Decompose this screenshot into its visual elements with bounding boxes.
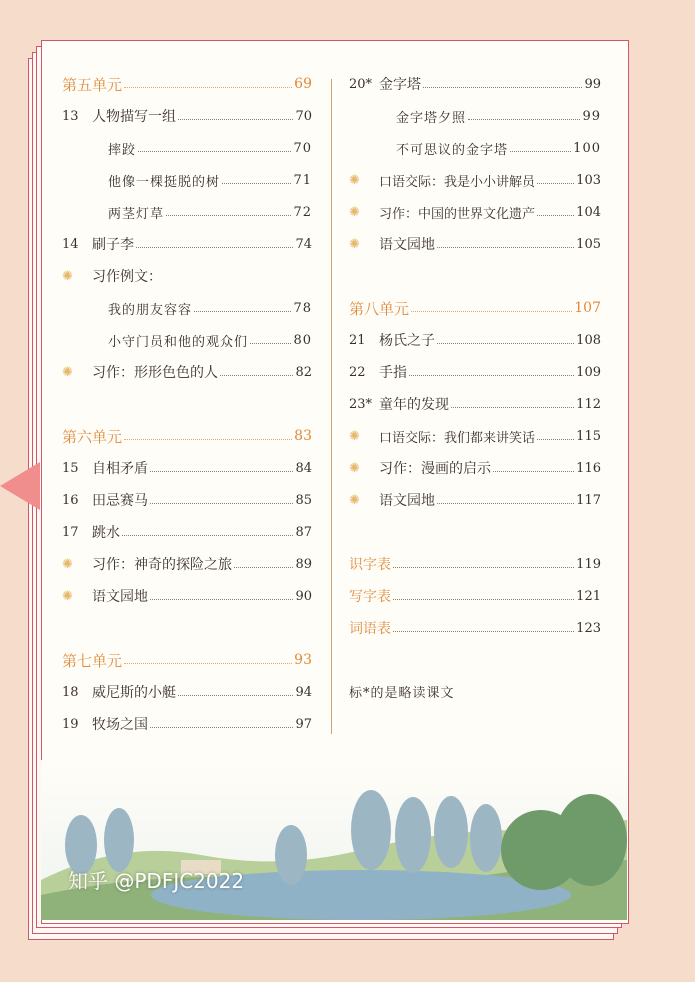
entry-title: 口语交际：我们都来讲笑话 <box>379 430 536 446</box>
leader-dots <box>437 247 574 248</box>
toc-entry[interactable] <box>62 584 312 608</box>
lesson-number: 20* <box>349 76 373 92</box>
toc-entry[interactable] <box>349 328 601 352</box>
leader-dots <box>166 215 291 216</box>
page-number: 74 <box>295 236 312 252</box>
leader-dots <box>124 87 292 88</box>
leader-dots <box>150 599 293 600</box>
toc-subentry[interactable] <box>108 328 312 352</box>
leader-dots <box>220 375 293 376</box>
toc-subentry[interactable] <box>108 136 312 160</box>
page-number: 94 <box>295 684 312 700</box>
page-number: 82 <box>295 364 312 380</box>
toc-entry[interactable] <box>62 488 312 512</box>
entry-title: 跳水 <box>92 525 120 541</box>
page-number: 107 <box>574 300 601 316</box>
entry-title: 手指 <box>379 365 407 381</box>
flower-icon: ✺ <box>349 172 360 188</box>
page-number: 70 <box>293 140 312 156</box>
unit-title: 第六单元 <box>62 427 123 446</box>
watermark: 知乎 @PDFJC2022 <box>68 869 245 893</box>
leader-dots <box>393 567 574 568</box>
page-number: 104 <box>576 204 601 220</box>
toc-subentry[interactable] <box>108 296 312 320</box>
leader-dots <box>393 599 574 600</box>
lesson-number: 18 <box>62 684 79 700</box>
leader-dots <box>437 343 574 344</box>
lesson-number: 15 <box>62 460 79 476</box>
lesson-number: 19 <box>62 716 79 732</box>
page-number: 70 <box>295 108 312 124</box>
entry-title: 金字塔 <box>379 77 421 93</box>
flower-icon: ✺ <box>62 588 73 604</box>
lesson-number: 21 <box>349 332 366 348</box>
ref-entry-xiezi[interactable] <box>349 584 601 608</box>
leader-dots <box>468 119 580 120</box>
flower-icon: ✺ <box>62 268 73 284</box>
page-number: 99 <box>584 76 601 92</box>
entry-title: 语文园地 <box>379 237 435 253</box>
entry-title: 不可思议的金字塔 <box>396 142 509 158</box>
lesson-number: 16 <box>62 492 79 508</box>
leader-dots <box>124 663 292 664</box>
entry-title: 语文园地 <box>92 589 148 605</box>
toc-entry[interactable] <box>62 456 312 480</box>
leader-dots <box>124 439 292 440</box>
entry-title: 金字塔夕照 <box>396 110 467 126</box>
footnote: 标*的是略读课文 <box>349 686 455 701</box>
page-number: 108 <box>576 332 601 348</box>
leader-dots <box>393 631 574 632</box>
ref-entry-ciyu[interactable] <box>349 616 601 640</box>
leader-dots <box>537 439 574 440</box>
leader-dots <box>537 215 574 216</box>
entry-title: 习作：中国的世界文化遗产 <box>379 206 536 222</box>
flower-icon: ✺ <box>349 204 360 220</box>
leader-dots <box>150 471 293 472</box>
page-number: 119 <box>576 556 601 572</box>
entry-title: 词语表 <box>349 621 391 637</box>
page-number: 90 <box>295 588 312 604</box>
page-number: 72 <box>293 204 312 220</box>
toc-entry[interactable] <box>62 264 312 288</box>
leader-dots <box>423 87 582 88</box>
lesson-number: 22 <box>349 364 366 380</box>
page-tab-arrow <box>0 462 40 510</box>
page-number: 78 <box>293 300 312 316</box>
toc-entry[interactable] <box>62 520 312 544</box>
entry-title: 习作例文： <box>92 269 162 285</box>
leader-dots <box>150 503 293 504</box>
leader-dots <box>493 471 574 472</box>
unit-title: 第八单元 <box>349 299 410 318</box>
entry-title: 识字表 <box>349 557 391 573</box>
leader-dots <box>437 503 574 504</box>
toc-entry[interactable] <box>349 424 601 448</box>
toc-entry[interactable] <box>349 392 601 416</box>
entry-title: 摔跤 <box>108 142 137 158</box>
flower-icon: ✺ <box>349 492 360 508</box>
leader-dots <box>250 343 291 344</box>
page-number: 109 <box>576 364 601 380</box>
landscape-illustration <box>41 760 627 920</box>
page-number: 121 <box>576 588 601 604</box>
toc-entry[interactable] <box>62 680 312 704</box>
entry-title: 小守门员和他的观众们 <box>108 334 249 350</box>
leader-dots <box>122 535 293 536</box>
toc-entry[interactable] <box>349 200 601 224</box>
toc-entry[interactable] <box>62 360 312 384</box>
toc-entry[interactable] <box>349 72 601 96</box>
flower-icon: ✺ <box>349 236 360 252</box>
page-number: 71 <box>293 172 312 188</box>
toc-entry[interactable] <box>62 232 312 256</box>
flower-icon: ✺ <box>62 364 73 380</box>
entry-title: 口语交际：我是小小讲解员 <box>379 174 536 190</box>
page-number: 69 <box>294 76 312 92</box>
entry-title: 习作：漫画的启示 <box>379 461 491 477</box>
entry-title: 语文园地 <box>379 493 435 509</box>
toc-entry[interactable] <box>349 456 601 480</box>
toc-entry[interactable] <box>62 712 312 736</box>
leader-dots <box>150 727 293 728</box>
leader-dots <box>537 183 574 184</box>
page-number: 116 <box>576 460 601 476</box>
entry-title: 两茎灯草 <box>108 206 165 222</box>
entry-title: 习作：形形色色的人 <box>92 365 218 381</box>
page-number: 89 <box>295 556 312 572</box>
column-divider <box>331 79 332 734</box>
entry-title: 童年的发现 <box>379 397 449 413</box>
leader-dots <box>178 695 293 696</box>
entry-title: 我的朋友容容 <box>108 302 193 318</box>
unit-title: 第五单元 <box>62 75 123 94</box>
leader-dots <box>222 183 291 184</box>
entry-title: 人物描写一组 <box>92 109 176 125</box>
lesson-number: 23* <box>349 396 373 412</box>
toc-entry[interactable] <box>62 552 312 576</box>
entry-title: 威尼斯的小艇 <box>92 685 176 701</box>
page-number: 83 <box>294 428 312 444</box>
unit-title: 第七单元 <box>62 651 123 670</box>
toc-subentry[interactable] <box>108 200 312 224</box>
page-number: 84 <box>295 460 312 476</box>
leader-dots <box>451 407 574 408</box>
lesson-number: 13 <box>62 108 79 124</box>
unit-5-heading[interactable] <box>62 72 312 96</box>
page-number: 80 <box>293 332 312 348</box>
page-number: 123 <box>576 620 601 636</box>
leader-dots <box>178 119 293 120</box>
leader-dots <box>194 311 291 312</box>
unit-7-heading[interactable] <box>62 648 312 672</box>
toc-entry[interactable] <box>349 360 601 384</box>
toc-entry[interactable] <box>349 168 601 192</box>
toc-subentry[interactable] <box>396 104 601 128</box>
leader-dots <box>510 151 571 152</box>
toc-entry[interactable] <box>349 232 601 256</box>
entry-title: 写字表 <box>349 589 391 605</box>
ref-entry-shizi[interactable] <box>349 552 601 576</box>
toc-entry[interactable] <box>349 488 601 512</box>
page-number: 99 <box>582 108 601 124</box>
toc-subentry[interactable] <box>108 168 312 192</box>
page-number: 115 <box>576 428 601 444</box>
flower-icon: ✺ <box>349 460 360 476</box>
unit-6-heading[interactable] <box>62 424 312 448</box>
entry-title: 牧场之国 <box>92 717 148 733</box>
entry-title: 自相矛盾 <box>92 461 148 477</box>
lesson-number: 14 <box>62 236 79 252</box>
page-number: 93 <box>294 652 312 668</box>
leader-dots <box>136 247 293 248</box>
page-number: 100 <box>573 140 601 156</box>
leader-dots <box>409 375 574 376</box>
leader-dots <box>138 151 291 152</box>
page-number: 105 <box>576 236 601 252</box>
entry-title: 田忌赛马 <box>92 493 148 509</box>
entry-title: 杨氏之子 <box>379 333 435 349</box>
entry-title: 他像一棵挺脱的树 <box>108 174 221 190</box>
flower-icon: ✺ <box>62 556 73 572</box>
toc-entry[interactable] <box>62 104 312 128</box>
entry-title: 习作：神奇的探险之旅 <box>92 557 232 573</box>
page-number: 87 <box>295 524 312 540</box>
flower-icon: ✺ <box>349 428 360 444</box>
page-number: 97 <box>295 716 312 732</box>
leader-dots <box>234 567 293 568</box>
toc-subentry[interactable] <box>396 136 601 160</box>
lesson-number: 17 <box>62 524 79 540</box>
page-number: 85 <box>295 492 312 508</box>
entry-title: 刷子李 <box>92 237 134 253</box>
page-number: 103 <box>576 172 601 188</box>
leader-dots <box>411 311 572 312</box>
page-number: 112 <box>576 396 601 412</box>
page-number: 117 <box>576 492 601 508</box>
unit-8-heading[interactable] <box>349 296 601 320</box>
